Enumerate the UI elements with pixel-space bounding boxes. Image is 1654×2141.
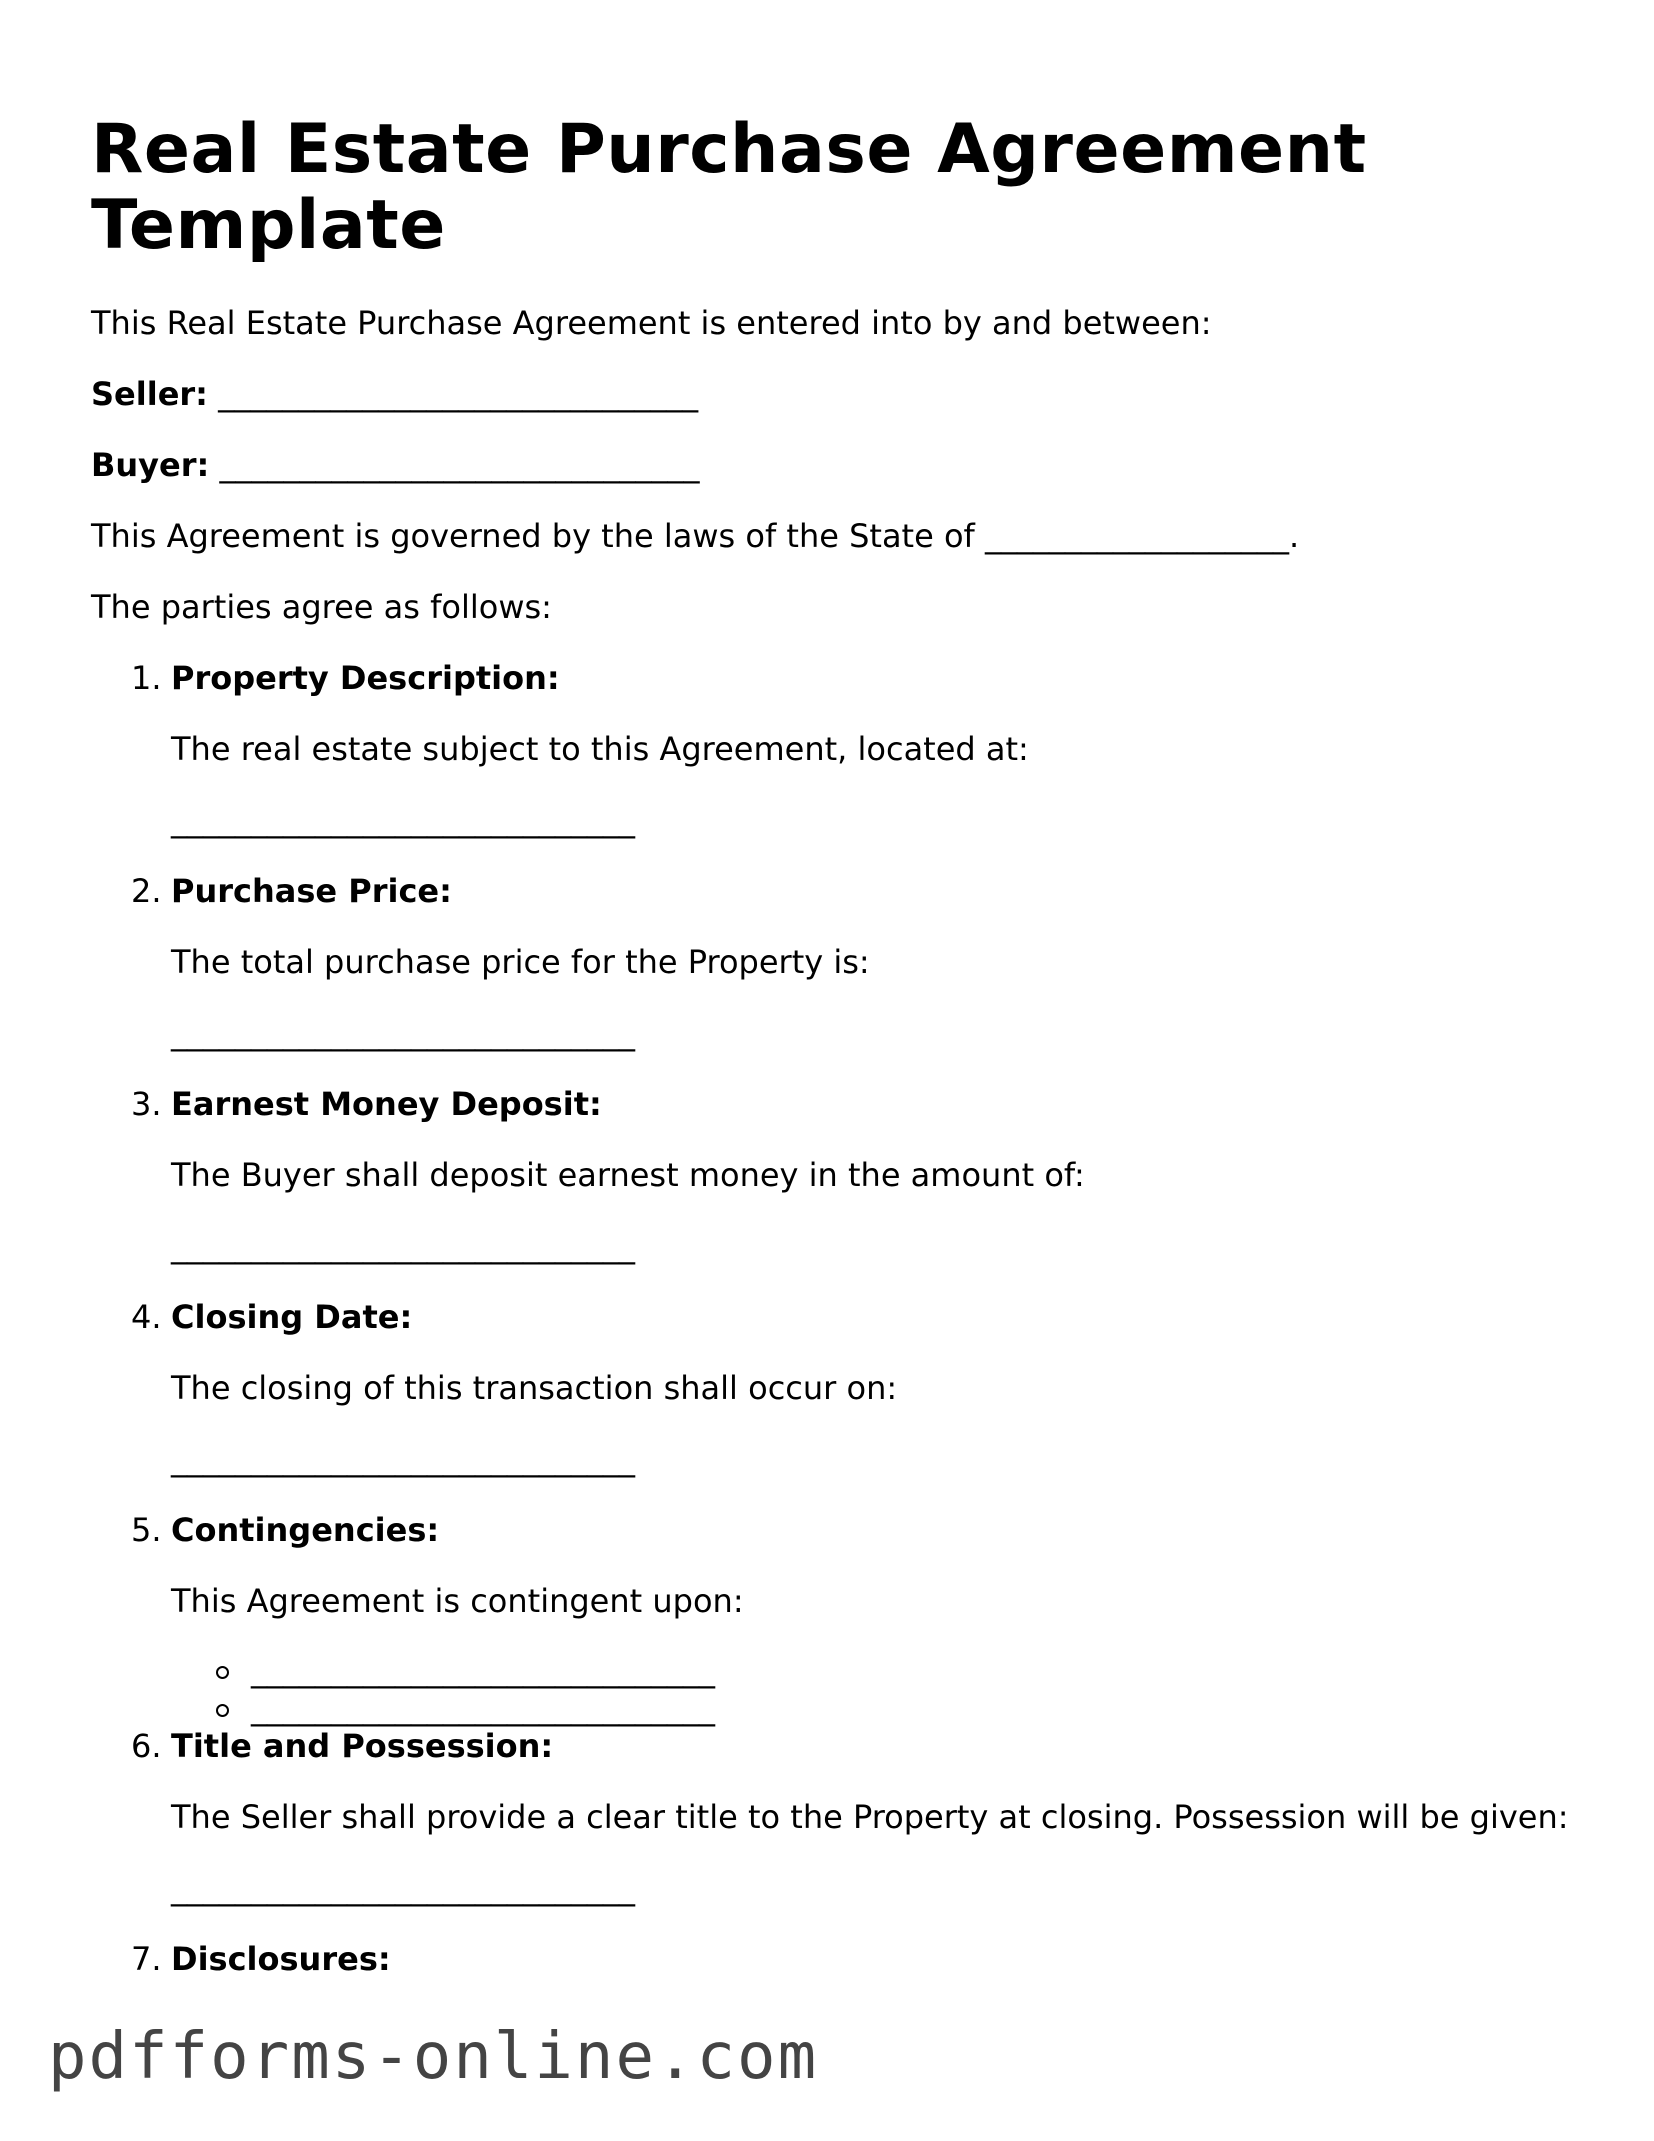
section-closing-date: [131, 1298, 1571, 1478]
section-text: The real estate subject to this Agreement, located at:: [171, 730, 1029, 768]
section-number: 3.: [131, 1085, 162, 1123]
section-title: Title and Possession:: [171, 1727, 554, 1765]
section-text: The total purchase price for the Property is:: [171, 943, 870, 981]
seller-blank[interactable]: ______________________________: [218, 375, 699, 413]
section-purchase-price: [131, 872, 1571, 1052]
section-text: The Buyer shall deposit earnest money in the amount of:: [171, 1156, 1085, 1194]
purchase-price-blank[interactable]: _____________________________: [171, 1014, 635, 1052]
section-title: Earnest Money Deposit:: [171, 1085, 602, 1123]
contingencies-list: [171, 1651, 1571, 1727]
closing-date-blank[interactable]: _____________________________: [171, 1440, 635, 1478]
circle-bullet-icon: [216, 1666, 229, 1679]
section-title: Purchase Price:: [171, 872, 452, 910]
section-title: Closing Date:: [171, 1298, 413, 1336]
section-disclosures: [131, 1940, 1571, 1978]
watermark-text: pdfforms-online.com: [48, 2020, 819, 2094]
contingency-blank[interactable]: _____________________________: [251, 1689, 715, 1727]
section-number: 1.: [131, 659, 162, 697]
contingency-blank[interactable]: _____________________________: [251, 1651, 715, 1689]
section-number: 2.: [131, 872, 162, 910]
seller-line: [91, 375, 1571, 413]
intro-text: This Real Estate Purchase Agreement is entered into by and between:: [91, 304, 1212, 342]
possession-blank[interactable]: _____________________________: [171, 1869, 635, 1907]
section-title: Disclosures:: [171, 1940, 391, 1978]
buyer-label: Buyer:: [91, 446, 210, 484]
buyer-blank[interactable]: ______________________________: [219, 446, 700, 484]
section-property-description: [131, 659, 1571, 839]
section-title-possession: [131, 1727, 1571, 1907]
document-title: Real Estate Purchase Agreement Template: [91, 110, 1367, 265]
section-number: 7.: [131, 1940, 162, 1978]
section-number: 5.: [131, 1511, 162, 1549]
section-earnest-money: [131, 1085, 1571, 1265]
parties-agree-text: The parties agree as follows:: [91, 588, 552, 626]
section-text: The closing of this transaction shall occur on:: [171, 1369, 898, 1407]
earnest-money-blank[interactable]: _____________________________: [171, 1227, 635, 1265]
document-page: [91, 112, 1571, 2011]
circle-bullet-icon: [216, 1704, 229, 1717]
sections-list: [91, 659, 1571, 1978]
section-title: Property Description:: [171, 659, 560, 697]
contingency-item: [251, 1651, 1571, 1689]
seller-label: Seller:: [91, 375, 208, 413]
section-number: 6.: [131, 1727, 162, 1765]
section-contingencies: [131, 1511, 1571, 1727]
property-address-blank[interactable]: _____________________________: [171, 801, 635, 839]
section-title: Contingencies:: [171, 1511, 440, 1549]
governing-law-text: This Agreement is governed by the laws of the State of ___________________.: [91, 517, 1300, 555]
section-text: The Seller shall provide a clear title to the Property at closing. Possession will be given:: [171, 1798, 1569, 1836]
contingency-item: [251, 1689, 1571, 1727]
section-text: This Agreement is contingent upon:: [171, 1582, 744, 1620]
section-number: 4.: [131, 1298, 162, 1336]
buyer-line: [91, 446, 1571, 484]
